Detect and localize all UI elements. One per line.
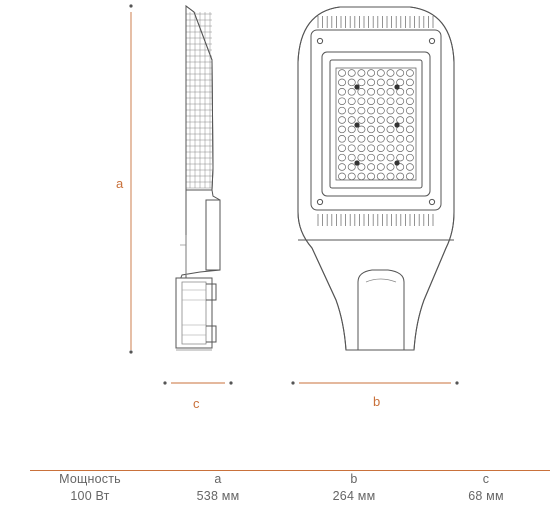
cell-c: 68 мм: [468, 489, 504, 503]
cell-a: 538 мм: [196, 489, 240, 503]
specs-table: [30, 470, 550, 505]
header-power: Мощность: [59, 472, 121, 486]
dimension-c: [163, 381, 232, 384]
specs-header-row: [30, 471, 550, 488]
header-c: c: [482, 472, 490, 486]
cell-power: 100 Вт: [70, 489, 110, 503]
header-a: a: [214, 472, 222, 486]
dimension-b-label: b: [373, 394, 381, 409]
dimension-b: [291, 381, 458, 384]
cell-b: 264 мм: [332, 489, 376, 503]
front-view: [298, 7, 454, 350]
dimension-c-label: c: [193, 396, 200, 411]
table-row: [30, 487, 550, 505]
dimension-a: [129, 4, 132, 353]
dimension-a-label: a: [116, 176, 124, 191]
side-view: [176, 6, 220, 350]
header-b: b: [350, 472, 358, 486]
